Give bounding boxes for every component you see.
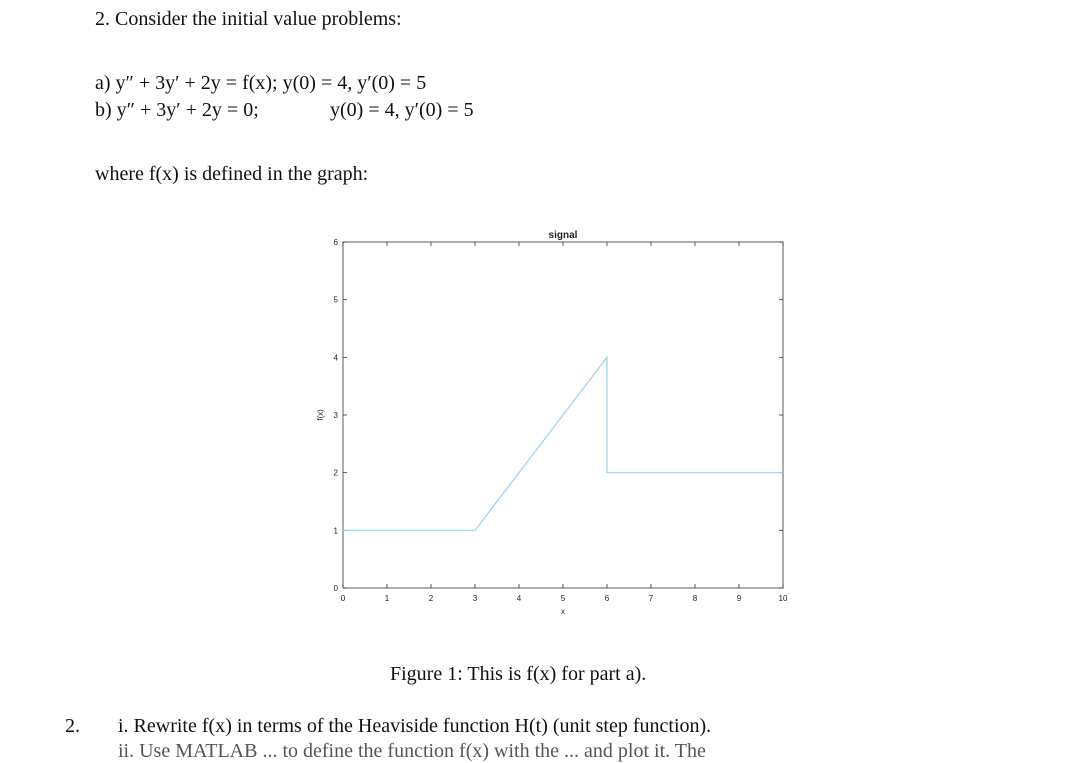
y-tick-label: 4 — [333, 353, 338, 363]
equation-a: a) y″ + 3y′ + 2y = f(x); y(0) = 4, y′(0) = 5 — [95, 72, 427, 94]
x-tick-label: 1 — [384, 594, 390, 603]
x-tick-label: 7 — [648, 594, 654, 603]
x-axis-label: x — [561, 607, 565, 616]
x-tick-label: 0 — [340, 594, 346, 603]
y-axis-label: f(x) — [316, 409, 325, 421]
y-tick-label: 2 — [333, 468, 338, 478]
y-tick-label: 1 — [333, 526, 338, 536]
equation-b-left: b) y″ + 3y′ + 2y = 0; — [95, 99, 259, 121]
problem-heading: 2. Consider the initial value problems: — [95, 8, 402, 30]
x-tick-label: 3 — [472, 594, 478, 603]
part-number: 2. — [65, 715, 80, 737]
y-tick-label: 3 — [333, 411, 338, 420]
where-text: where f(x) is defined in the graph: — [95, 163, 369, 185]
x-tick-label: 6 — [604, 594, 610, 603]
x-tick-label: 2 — [428, 594, 434, 603]
x-tick-label: 10 — [778, 594, 788, 603]
x-tick-label: 8 — [692, 594, 698, 603]
x-tick-label: 9 — [736, 594, 742, 603]
equation-b-right: y(0) = 4, y′(0) = 5 — [330, 99, 474, 121]
signal-chart — [300, 220, 800, 620]
figure-caption: Figure 1: This is f(x) for part a). — [390, 663, 647, 685]
part-ii-text: ii. Use MATLAB ... to define the function f(x) with the ... and plot it. The — [118, 740, 706, 762]
y-tick-label: 6 — [333, 238, 338, 247]
y-tick-label: 0 — [333, 584, 338, 593]
cutoff-line-container — [0, 740, 1072, 762]
y-tick-label: 5 — [333, 295, 338, 305]
chart-title: signal — [548, 230, 578, 241]
x-tick-label: 5 — [560, 594, 566, 603]
series-line-f-x — [343, 357, 783, 530]
x-tick-label: 4 — [516, 594, 522, 603]
part-i-text: i. Rewrite f(x) in terms of the Heaviside function H(t) (unit step function). — [118, 715, 712, 737]
